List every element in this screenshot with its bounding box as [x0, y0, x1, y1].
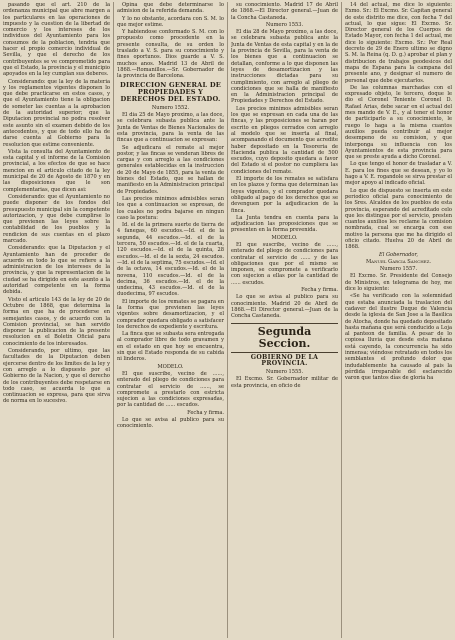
notice-number: Numero 1553. — [265, 21, 304, 28]
notice-number: Numero 1557. — [379, 266, 418, 273]
notice-number: Numero 1555. — [265, 369, 304, 376]
column-divider — [113, 2, 114, 638]
paragraph: Y habiendose conformado S. M. con lo propuesto como procedente en la presente consulta, de su orden lo traslado a V. S. para su conocimiento y fines oportunos. Dios guarde a V. S. muchos anos. Madrid 13 de Abril de 1868.—Romanillos.—Sr. Gobernador de la provincia de Barcelona. — [117, 29, 224, 80]
paragraph: Y lo no obstante, acordara con S. M. lo que mejor estime. — [117, 15, 224, 28]
paragraph: El Excmo. Sr. Presidente del Consejo de Ministros, en telegrama de hoy, me dice lo siguiente: — [345, 273, 452, 293]
paragraph: Los precios minimos admisibles seran los que se expresan en cada una de las fincas, y las proposiciones se haran por escrito en pliegos cerrados con arreglo al modelo que se inserta al final, acompanando el documento que acredite haber depositado en la Tesoreria de Hacienda publica la cantidad de 500 escudos, cuyo deposito quedara a favor del Estado si el postor no cumpliera las condiciones del remate. — [231, 105, 338, 175]
paragraph: Visto el articulo 143 de la ley de 20 de Octubre de 1868, que determina la forma en que ha de procederse en semejantes casos, y de acuerdo con la Comision provincial, se han servido disponer la publicacion de la presente resolucion en el Boletin Oficial para conocimiento de los interesados. — [3, 296, 110, 347]
fecha-firma: Fecha y firma. — [187, 409, 224, 416]
paragraph: De las columnas marchadas con el expresado objeto, le tercero, doque le dio el Coronel Teniente Coronel D. Rafael Arias, debe sacar en el actual del mes mando de V. E., y al tener el honor de participarlo a su conocimiento, le ruego lo haga a la misma cuantos auxilios pueda contribuir al mejor desempeno de su comision, y que interponga su influencia con los Ayuntamientos de esta provincia para que se preste ayuda a dicho Coronel. — [345, 84, 452, 161]
paragraph: pasando que el art. 210 de la ordenanza municipal que abre margen a los particulares en las operaciones de impuesto y la cuestion de la libertad de comercio y los intereses de los individuos del Ayuntamiento para los consumos de la poblacion, tendria que hacer el propio comercio individual de Sevilla, y que el derecho de los contribuyentes se ve comprometido para que el Estado, la provincia y el municipio apoyados en la ley cumplan sus deberes. — [3, 2, 110, 78]
column-1 — [3, 2, 110, 638]
column-divider — [227, 2, 228, 638]
column-divider — [341, 2, 342, 638]
section-heading-gobierno: GOBIERNO DE LA PROVINCIA. — [250, 353, 319, 367]
paragraph: El dia 25 de Mayo proximo, a las doce, se celebrara subasta publica ante la Junta de Ventas de Bienes Nacionales de esta provincia, para la venta de las fincas que a continuacion se expresan: — [117, 112, 224, 144]
paragraph: Lo que tengo el honor de trasladar a V. E. para los fines que se desean, y yo lo hago a V. E. rogandole se sirva prestar el mejor apoyo al indicado oficial. — [345, 161, 452, 187]
column-2 — [117, 2, 224, 638]
paragraph: Lo que se avisa al publico para su conocimiento. — [117, 417, 224, 430]
paragraph: Las precios minimos admisibles seran los que a continuacion se expresan, de los cuales no podra bajarse en ningun caso la postura: — [117, 195, 224, 221]
modelo-heading: MODELO. — [157, 363, 184, 370]
paragraph: La finca que se subasta sera entregada al comprador libre de todo gravamen y en el estado en que hoy se encuentra, sin que el Estado responda de su cabida ni linderos. — [117, 331, 224, 363]
signature-title: El Gobernador, — [379, 251, 418, 258]
paragraph: Considerando: que el Ayuntamiento no puede disponer de los fondos del presupuesto municipal sin la competente autorizacion, y que debe cumplirse lo que previenen las leyes sobre la contabilidad de los pueblos y la rendicion de sus cuentas en el plazo marcado. — [3, 193, 110, 244]
column-4 — [345, 2, 452, 638]
paragraph: 14 del actual, me dice lo siguiente: Exmo. Sr.: El Excmo. Sr. Capitan general de este distrito me dice, con fecha 7 del actual, lo que sigue: El Excmo. Sr. Director general de los Cuerpos de Estado Mayor, con fecha 1 del actual, me dice lo siguiente: Excmo. Sr.: Por Real decreto de 29 de Enero ultimo se digno S. M. la Reina (q. D. g.) aprobar el plan y distribucion de trabajos geodesicos del mapa de Espana para la campana del presente ano, y designar el numero de personal que debe ejecutarlos. — [345, 2, 452, 84]
notice-number: Numero 1552. — [151, 104, 190, 111]
paragraph: Considerando: que la Diputacion y el Ayuntamiento han de proceder de acuerdo en todo lo que se refiere a la administracion de los intereses de la provincia, y que la representacion de la ciudad se ha dirigido en este asunto a la autoridad competente en la forma debida. — [3, 245, 110, 296]
paragraph: Vista la consulta del Ayuntamiento de esta capital y el informe de la Comision provincial, a los efectos de que se hace mencion en el articulo citado de la ley municipal de 20 de Agosto de 1870 y en las disposiciones que le son complementarias, que dicen asi: — [3, 148, 110, 193]
paragraph: Id. el de la primera suerte de tierra de 4 fanegas, 60 escudos.—Id. el de la segunda, 44 escudos.—Id. el de la tercera, 50 escudos.—Id. el de la cuarta, 120 escudos.—Id. el de la quinta, 28 escudos.—Id. el de la sexta, 24 escudos.—Id. el de la septima, 75 escudos.—Id. el de la octava, 14 escudos.—Id. el de la novena, 110 escudos.—Id. el de la decima, 36 escudos.—Id. el de la undecima, 43 escudos.—Id. el de la duodecima, 97 escudos. — [117, 222, 224, 298]
paragraph: Se adjudicara el remate al mejor postor, y las fincas se venderan libres de cargas y con arreglo a las condiciones generales establecidas en la instruccion de 20 de Mayo de 1855, para la venta de bienes del Estado, que se hallan de manifiesto en la Administracion principal de Propiedades. — [117, 144, 224, 195]
fecha-firma: Fecha y firma. — [301, 287, 338, 294]
paragraph: El importe de los remates se satisfara en los plazos y forma que determinan las leyes vigentes, y el comprador quedara obligado al pago de los derechos que se devenguen por la adjudicacion de la finca. — [231, 176, 338, 214]
column-3 — [231, 2, 338, 638]
paragraph: Considerando, por ultimo, que las facultades de la Diputacion deben ejercerse dentro de los limites de la ley y con arreglo a lo dispuesto por el Gobierno de la Nacion, y que el derecho de los contribuyentes debe respetarse en todo caso, se acuerda lo que a continuacion se expresa, para que sirva de norma en lo sucesivo. — [3, 348, 110, 405]
modelo-heading: MODELO. — [271, 234, 298, 241]
paragraph: El importe de los remates se pagara en la forma que previenen las leyes vigentes sobre desamortizacion, y el comprador quedara obligado a satisfacer los derechos de expediente y escritura. — [117, 298, 224, 330]
paragraph: El que suscribe, vecino de ......, enterado del pliego de condiciones para contratar el servicio de ......, se compromete a prestarlo con estricta sujecion a las condiciones expresadas, por la cantidad de ...... escudos. — [117, 370, 224, 409]
paragraph: El Excmo. Sr. Gobernador militar de esta provincia, en oficio de — [231, 376, 338, 389]
paragraph: su conocimiento. Madrid 17 de Abril de 1868.—El Director general.—Juan de la Concha Castaneda. — [231, 2, 338, 21]
paragraph: Considerando: que la ley de la materia y los reglamentos vigentes disponen lo que debe practicarse en estos casos, y que el Ayuntamiento tiene la obligacion de someter las cuentas a la aprobacion de la autoridad superior; que la Diputacion provincial no podra resolver este asunto sin el examen debido de los antecedentes, y que de todo ello ha de darse cuenta al Gobierno para la resolucion que estime conveniente. — [3, 78, 110, 148]
section-heading-direccion: DIRECCION GENERAL DE PROPIEDADES Y DERECHOS DEL ESTADO. — [120, 80, 221, 104]
paragraph: La Junta tendra en cuenta para la adjudicacion las proposiciones que se presenten en la forma prevenida. — [231, 214, 338, 234]
paragraph: Opina que debe determinarse lo admision de la referida demanda. — [117, 2, 224, 15]
paragraph: El que suscribe, vecino de ......, enterado del pliego de condiciones para contratar el servicio de ...... y de las obligaciones que por el mismo se imponen, se compromete a verificarlo con sujecion a ellas por la cantidad de ...... escudos. — [231, 241, 338, 286]
paragraph: El dia 28 de Mayo proximo, a las doce, se celebrara subasta publica ante la Junta de Ventas de esta capital y en la de la provincia de Sevilla, para la venta de los bienes que a continuacion se detallan, conforme a lo que disponen las leyes de desamortizacion y las instrucciones dictadas para su cumplimiento, con arreglo al pliego de condiciones que se halla de manifiesto en la Administracion principal de Propiedades y Derechos del Estado. — [231, 29, 338, 105]
paragraph: Lo que de dispuesto se inserta en este periodico oficial para conocimiento de los Sres. Alcaldes de los pueblos de esta provincia, esperando del acreditado celo que les distingue por el servicio, presten cuantos auxilios les reclame la comision nombrada, cual se encarga con ese motivo la persona que me ha dirigido el oficio citado. Huelva 20 de Abril de 1868. — [345, 187, 452, 251]
paragraph: Lo que se avisa al publico para su conocimiento. Madrid 20 de Abril de 1868.—El Director general.—Juan de la Concha Castaneda. — [231, 294, 338, 320]
section-heading-segunda-seccion: Segunda Seccion. — [231, 323, 338, 353]
signature-name: Manuel Garcia Sanchez. — [365, 258, 432, 265]
columns — [3, 2, 452, 638]
paragraph: «Se ha verificado con la solemnidad que estaba anunciada la traslacion del cadaver del ilustre Duque de Valencia desde la iglesia de San Jose a la Basilica de Atocha, donde ha quedado depositado hasta mañana que será conducido a Loja al panteon de familia. A pesar de lo copiosa lluvia que desde esta mañana está cayendo, la concurrencia ha sido inmensa; viéndose retratado en todos los semblantes el profundo dolor que indudablemente ha causado al pais la pérdida irreparable del esclarecido varon que tantos días de gloria ha — [345, 293, 452, 382]
